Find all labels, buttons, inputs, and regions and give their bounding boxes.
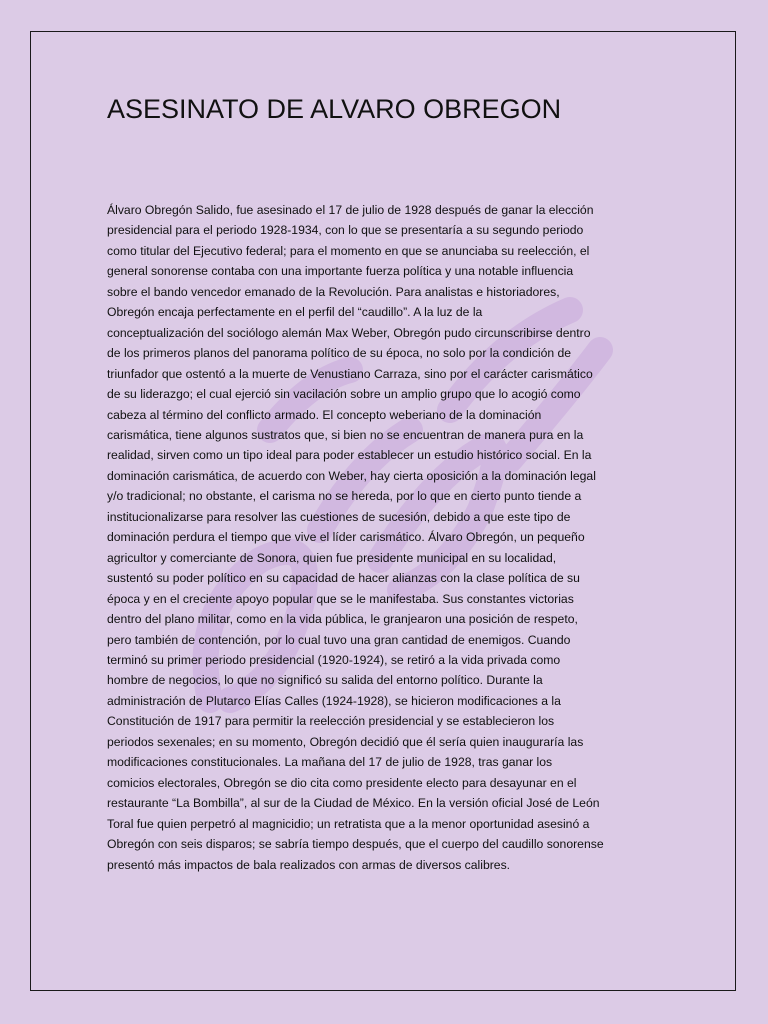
body-line: triunfador que ostentó a la muerte de Venustiano Carraza, sino por el carácter carismático — [107, 366, 593, 381]
body-line: terminó su primer periodo presidencial (1920-1924), se retiró a la vida privada como — [107, 652, 561, 667]
body-line: y/o tradicional; no obstante, el carisma no se hereda, por lo que en cierto punto tiende a — [107, 489, 582, 504]
body-line: restaurante “La Bombilla”, al sur de la Ciudad de México. En la versión oficial José de León — [107, 796, 600, 811]
document-body — [107, 200, 667, 875]
body-line: carismática, tiene algunos sustratos que, si bien no se encuentran de manera pura en la — [107, 427, 584, 442]
body-line: hombre de negocios, lo que no significó su salida del entorno político. Durante la — [107, 673, 543, 688]
body-line: dentro del plano militar, como en la vida pública, le granjearon una posición de respeto, — [107, 612, 578, 627]
body-line: realidad, sirven como un tipo ideal para poder establecer un estudio histórico social. En la — [107, 448, 592, 463]
body-line: comicios electorales, Obregón se dio cita como presidente electo para desayunar en el — [107, 775, 577, 790]
body-line: conceptualización del sociólogo alemán Max Weber, Obregón pudo circunscribirse dentro — [107, 325, 591, 340]
body-line: institucionalizarse para resolver las cuestiones de sucesión, debido a que este tipo de — [107, 509, 571, 524]
body-line: general sonorense contaba con una importante fuerza política y una notable influencia — [107, 264, 574, 279]
body-line: dominación carismática, de acuerdo con Weber, hay cierta oposición a la dominación legal — [107, 468, 596, 483]
body-line: Obregón con seis disparos; se sabría tiempo después, que el cuerpo del caudillo sonorense — [107, 837, 604, 852]
body-line: de su liderazgo; el cual ejerció sin vacilación sobre un amplio grupo que lo acogió como — [107, 387, 581, 402]
body-line: presentó más impactos de bala realizados con armas de diversos calibres. — [107, 857, 511, 872]
body-line: sustentó su poder político en su capacidad de hacer alianzas con la clase política de su — [107, 571, 580, 586]
body-line: modificaciones constitucionales. La mañana del 17 de julio de 1928, tras ganar los — [107, 755, 553, 770]
body-line: de los primeros planos del panorama político de su época, no solo por la condición de — [107, 346, 572, 361]
body-line: Álvaro Obregón Salido, fue asesinado el 17 de julio de 1928 después de ganar la elección — [107, 203, 594, 217]
body-line: Constitución de 1917 para permitir la reelección presidencial y se establecieron los — [107, 714, 555, 729]
body-line: cabeza al término del conflicto armado. El concepto weberiano de la dominación — [107, 407, 542, 422]
body-line: Toral fue quien perpetró al magnicidio; un retratista que a la menor oportunidad asesinó a — [107, 816, 590, 831]
body-line: administración de Plutarco Elías Calles (1924-1928), se hicieron modificaciones a la — [107, 693, 561, 708]
body-line: agricultor y comerciante de Sonora, quien fue presidente municipal en su localidad, — [107, 550, 557, 565]
body-line: Obregón encaja perfectamente en el perfil del “caudillo”. A la luz de la — [107, 305, 483, 320]
body-line: periodos sexenales; en su momento, Obregón decidió que él sería quien inauguraría las — [107, 734, 584, 749]
document-title: ASESINATO DE ALVARO OBREGON — [107, 94, 562, 124]
body-line: sobre el bando vencedor emanado de la Revolución. Para analistas e historiadores, — [107, 284, 560, 299]
body-line: época y en el creciente apoyo popular que se le manifestaba. Sus constantes victorias — [107, 591, 574, 606]
body-line: como titular del Ejecutivo federal; para el momento en que se anunciaba su reelección, el — [107, 243, 590, 258]
body-line: dominación perdura el tiempo que vive el líder carismático. Álvaro Obregón, un pequeño — [107, 530, 585, 545]
body-line: pero también de contención, por lo cual tuvo una gran cantidad de enemigos. Cuando — [107, 632, 571, 647]
body-line: presidencial para el periodo 1928-1934, con lo que se presentaría a su segundo periodo — [107, 223, 584, 238]
